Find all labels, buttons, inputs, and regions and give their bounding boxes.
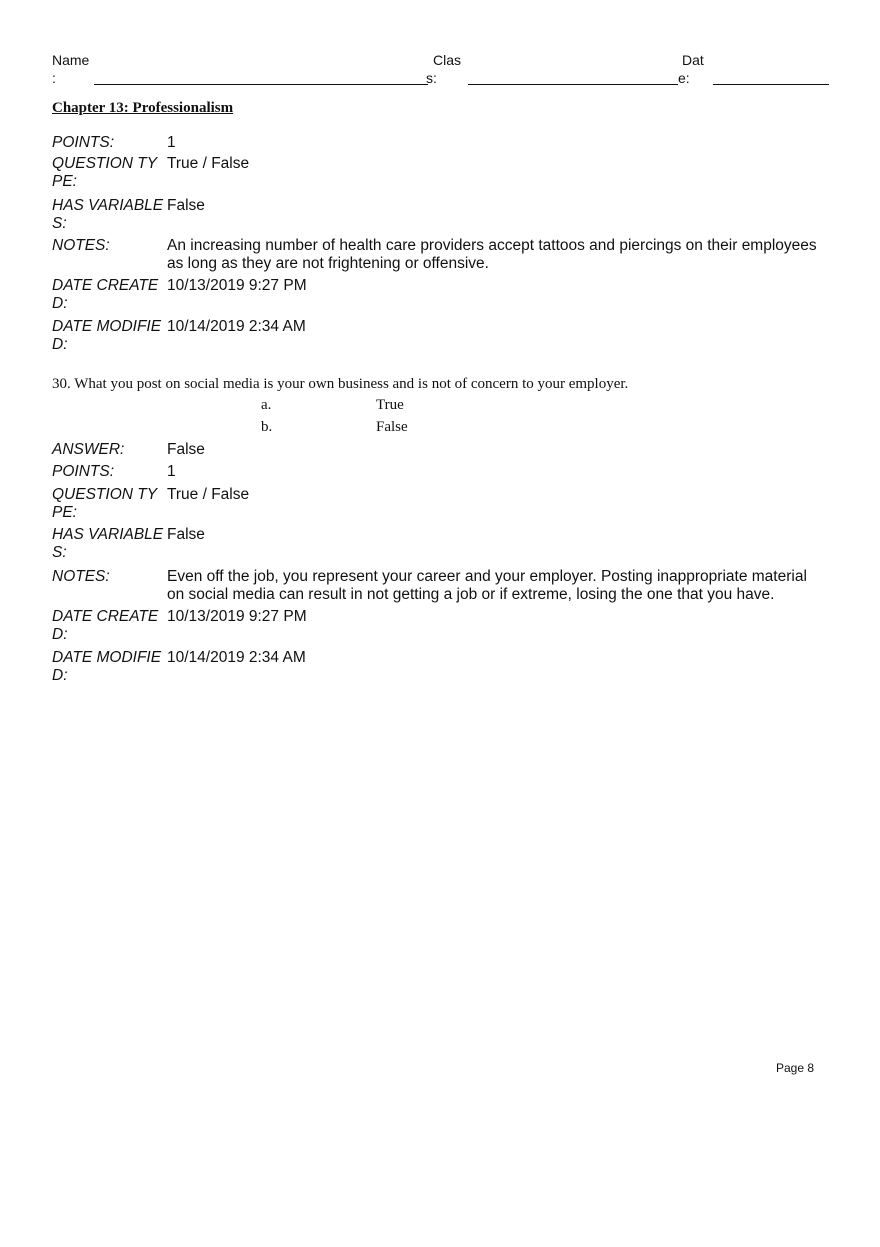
notes-label: NOTES: xyxy=(52,237,110,254)
date-created-label: DATE CREATED: xyxy=(52,277,159,312)
date-modified-label: DATE MODIFIED: xyxy=(52,649,162,684)
class-field-line[interactable] xyxy=(468,84,678,85)
has-variables-value: False xyxy=(167,197,205,214)
option-text: False xyxy=(376,419,408,435)
date-field-line[interactable] xyxy=(713,84,829,85)
question-type-value: True / False xyxy=(167,486,250,503)
points-label: POINTS: xyxy=(52,463,115,480)
question-text: 30. What you post on social media is your own business and is not of concern to your employer. xyxy=(52,376,629,392)
question-type-label: QUESTION TYPE: xyxy=(52,486,158,521)
answer-value: False xyxy=(167,441,205,458)
option-text: True xyxy=(376,397,404,413)
class-label: Clas xyxy=(433,52,462,68)
answer-label: ANSWER: xyxy=(52,441,125,458)
chapter-title: Chapter 13: Professionalism xyxy=(52,100,234,116)
name-colon: : xyxy=(52,70,56,86)
points-label: POINTS: xyxy=(52,134,115,151)
date-created-value: 10/13/2019 9:27 PM xyxy=(167,277,307,294)
notes-value: An increasing number of health care providers accept tattoos and piercings on their employees as long as they are not frightening or offensive. xyxy=(167,237,817,272)
name-field-line[interactable] xyxy=(94,84,428,85)
question-type-value: True / False xyxy=(167,155,250,172)
has-variables-label: HAS VARIABLES: xyxy=(52,526,164,561)
date-created-label: DATE CREATED: xyxy=(52,608,159,643)
option-letter: a. xyxy=(261,397,272,413)
date-modified-value: 10/14/2019 2:34 AM xyxy=(167,649,306,666)
date-modified-label: DATE MODIFIED: xyxy=(52,318,162,353)
points-value: 1 xyxy=(167,463,176,480)
date-modified-value: 10/14/2019 2:34 AM xyxy=(167,318,306,335)
date-created-value: 10/13/2019 9:27 PM xyxy=(167,608,307,625)
class-colon: s: xyxy=(426,70,437,86)
name-label: Name xyxy=(52,52,90,68)
has-variables-label: HAS VARIABLES: xyxy=(52,197,164,232)
option-letter: b. xyxy=(261,419,273,435)
points-value: 1 xyxy=(167,134,176,151)
has-variables-value: False xyxy=(167,526,205,543)
page-number: Page 8 xyxy=(776,1061,815,1075)
date-label: Dat xyxy=(682,52,704,68)
date-colon: e: xyxy=(678,70,690,86)
notes-value: Even off the job, you represent your career and your employer. Posting inappropriate material on social media can result in not getting a job or if extreme, losing the one that you have. xyxy=(167,568,807,603)
notes-label: NOTES: xyxy=(52,568,110,585)
question-type-label: QUESTION TYPE: xyxy=(52,155,158,190)
